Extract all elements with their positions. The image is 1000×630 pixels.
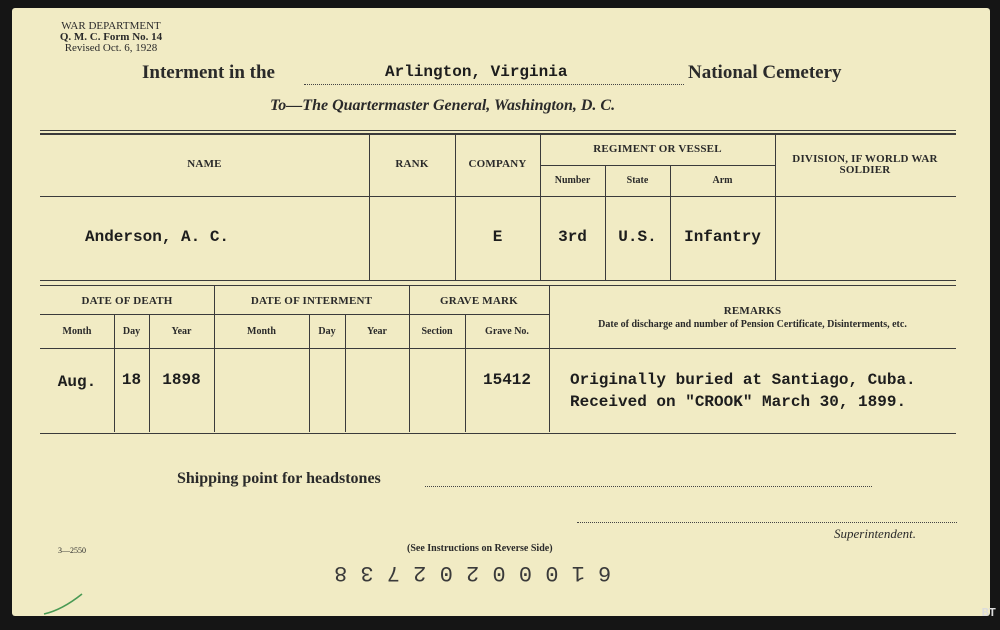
header-number: Number xyxy=(554,175,591,186)
vline-interment-grave xyxy=(409,286,410,432)
lower-bottom-rule xyxy=(40,433,956,434)
header-arm: Arm xyxy=(712,175,733,186)
interment-form-card xyxy=(12,8,990,616)
bt-corner-mark: BT xyxy=(981,606,996,620)
header-grave-mark: GRAVE MARK xyxy=(440,295,518,307)
record-remarks-line-2: Received on "CROOK" March 30, 1899. xyxy=(570,393,907,411)
record-arm: Infantry xyxy=(684,228,761,246)
revised-date: Revised Oct. 6, 1928 xyxy=(64,42,158,54)
header-name: NAME xyxy=(187,158,222,170)
header-remarks: REMARKS xyxy=(723,305,782,317)
dept-label: WAR DEPARTMENT xyxy=(61,20,161,32)
vline-death-interment xyxy=(214,286,215,432)
header-division: DIVISION, IF WORLD WAR SOLDIER xyxy=(792,153,938,176)
top-rule-2 xyxy=(40,133,956,135)
top-rule-1 xyxy=(40,130,956,131)
header-grave-no: Grave No. xyxy=(485,326,529,337)
header-remarks-sub: Date of discharge and number of Pension Certificate, Disinterments, etc. xyxy=(598,319,907,330)
upper-bottom-rule xyxy=(40,280,956,281)
regiment-subrule xyxy=(540,165,775,166)
record-reg-number: 3rd xyxy=(558,228,587,246)
superintendent-dotted-line xyxy=(577,522,957,523)
location-value: Arlington, Virginia xyxy=(385,63,568,81)
shipping-label: Shipping point for headstones xyxy=(177,470,381,487)
record-grave-no: 15412 xyxy=(482,371,531,389)
header-regiment: REGIMENT OR VESSEL xyxy=(593,143,722,155)
vline-rank-company xyxy=(455,134,456,280)
vline-arm-division xyxy=(775,134,776,280)
record-company: E xyxy=(492,228,503,246)
header-death-month: Month xyxy=(62,326,92,337)
record-death-day: 18 xyxy=(121,371,142,389)
record-death-month: Aug. xyxy=(57,373,97,391)
record-name: Anderson, A. C. xyxy=(85,228,230,246)
form-number: Q. M. C. Form No. 14 xyxy=(59,31,163,43)
upper-header-rule xyxy=(40,196,956,197)
lower-top-rule xyxy=(40,285,956,286)
lower-header-rule xyxy=(40,348,956,349)
print-code: 3—2550 xyxy=(58,546,86,555)
instructions-note: (See Instructions on Reverse Side) xyxy=(407,543,553,554)
header-date-interment: DATE OF INTERMENT xyxy=(250,295,373,307)
superintendent-label: Superintendent. xyxy=(834,526,916,541)
header-rank: RANK xyxy=(395,158,429,170)
header-interment-day: Day xyxy=(318,326,336,337)
header-section: Section xyxy=(421,326,453,337)
serial-number-stamp: 6 1 0 0 0 2 0 2 7 3 8 xyxy=(334,560,612,585)
shipping-dotted-line xyxy=(425,486,872,487)
location-dotted-line xyxy=(304,84,684,85)
header-date-death: DATE OF DEATH xyxy=(81,295,173,307)
header-interment-month: Month xyxy=(247,326,276,337)
header-interment-year: Year xyxy=(367,326,387,337)
header-death-day: Day xyxy=(122,326,141,337)
lower-group-subrule xyxy=(40,314,549,315)
record-remarks-line-1: Originally buried at Santiago, Cuba. xyxy=(570,371,916,389)
vline-name-rank xyxy=(369,134,370,280)
header-state: State xyxy=(626,175,649,186)
header-death-year: Year xyxy=(171,326,192,337)
cemetery-suffix: National Cemetery xyxy=(688,62,842,83)
header-company: COMPANY xyxy=(468,158,527,170)
record-death-year: 1898 xyxy=(162,371,201,389)
interment-prefix: Interment in the xyxy=(142,62,275,83)
record-state: U.S. xyxy=(618,228,657,246)
vline-company-regiment xyxy=(540,134,541,280)
green-pen-mark xyxy=(42,586,92,616)
to-line: To—The Quartermaster General, Washington, D. C. xyxy=(270,97,616,114)
form-header-block xyxy=(36,21,186,54)
